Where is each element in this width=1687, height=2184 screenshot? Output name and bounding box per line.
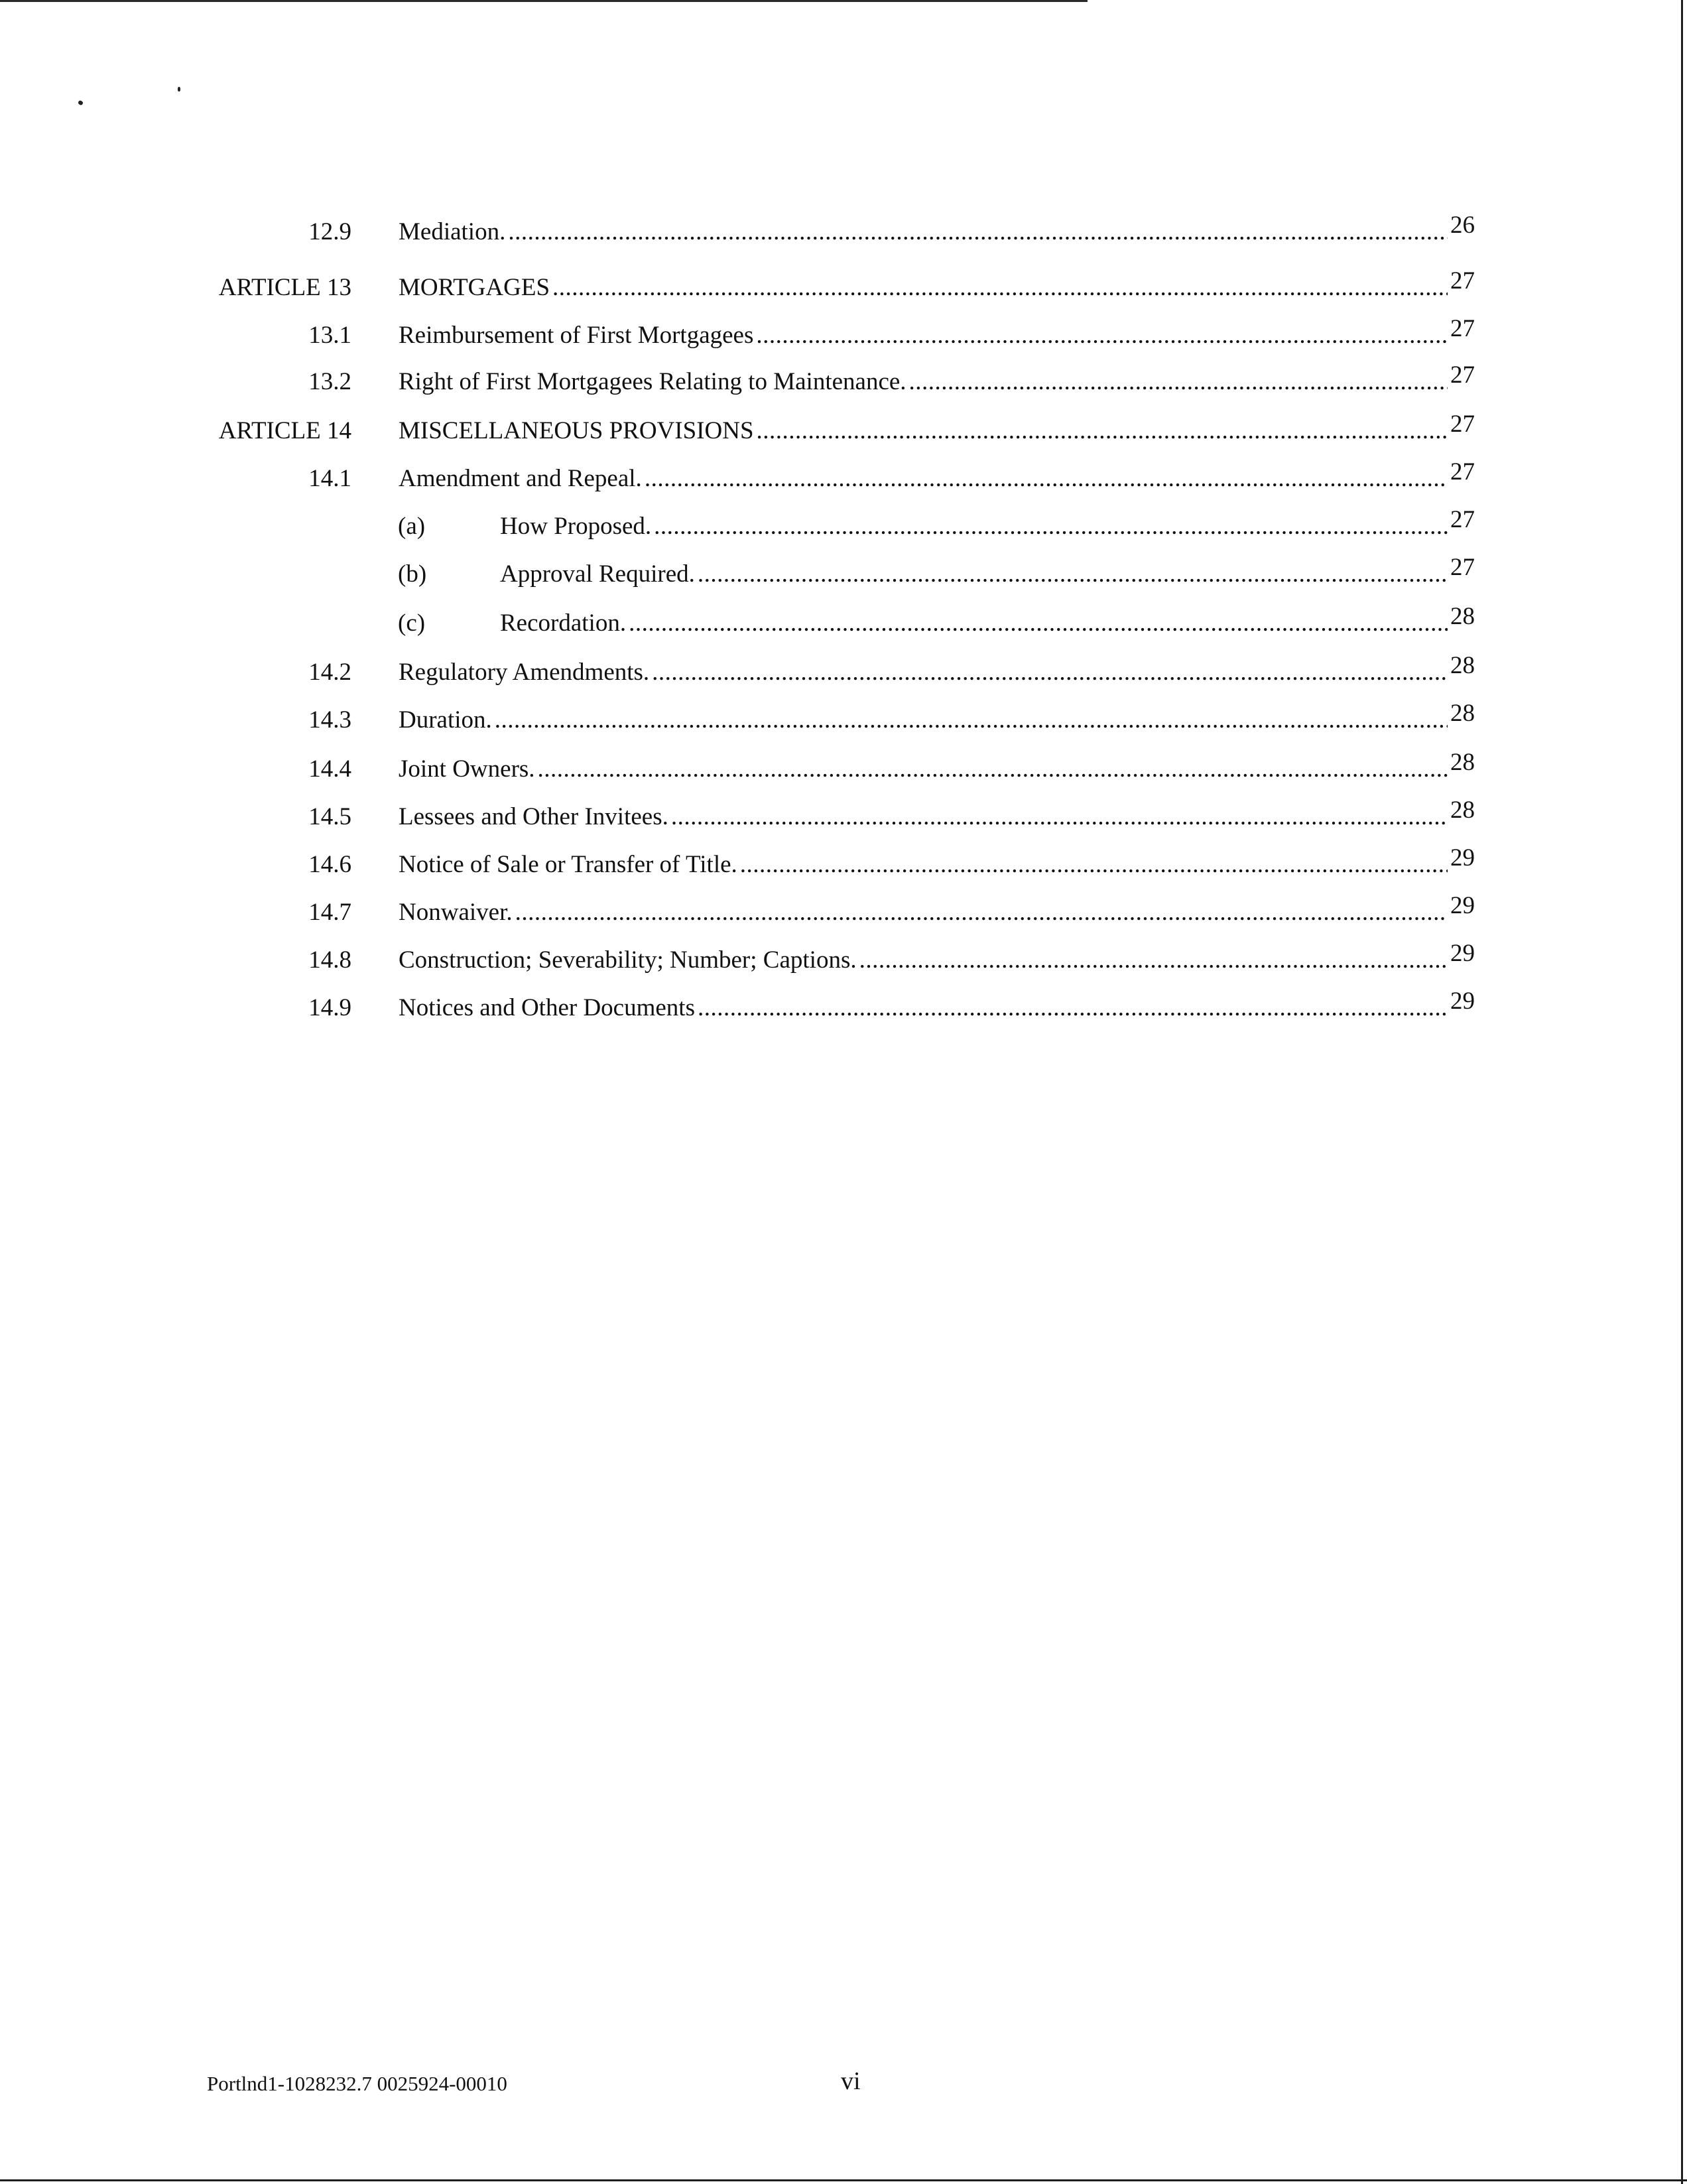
toc-entry-number: 13.2 bbox=[308, 368, 351, 395]
toc-entry-title: Construction; Severability; Number; Captions. bbox=[399, 946, 857, 974]
toc-entry-line bbox=[399, 797, 1475, 837]
toc-entry-title: Approval Required. bbox=[500, 560, 695, 588]
toc-entry-page: 28 bbox=[1450, 604, 1475, 630]
toc-entry-line bbox=[399, 411, 1475, 451]
toc-entry-title: MORTGAGES bbox=[399, 274, 550, 301]
toc-entry-title: Nonwaiver. bbox=[399, 899, 513, 926]
toc-entry-line bbox=[399, 893, 1475, 932]
dot-leader bbox=[671, 797, 1448, 837]
toc-entry-number: ARTICLE 14 bbox=[218, 417, 351, 444]
dot-leader bbox=[909, 362, 1448, 402]
dot-leader bbox=[652, 653, 1448, 692]
toc-entry-line bbox=[399, 653, 1475, 692]
dot-leader bbox=[515, 893, 1448, 932]
toc-entry-title: Mediation. bbox=[399, 218, 506, 245]
dot-leader bbox=[757, 411, 1448, 451]
toc-entry-line bbox=[399, 212, 1475, 252]
toc-entry-page: 27 bbox=[1450, 554, 1475, 581]
toc-entry bbox=[0, 316, 1687, 355]
toc-entry bbox=[0, 988, 1687, 1028]
toc-entry bbox=[0, 845, 1687, 885]
scan-edge-bottom bbox=[0, 2179, 1687, 2181]
toc-entry-number: 14.2 bbox=[308, 659, 351, 686]
toc-entry-line bbox=[399, 988, 1475, 1028]
toc-entry-page: 27 bbox=[1450, 507, 1475, 533]
toc-entry-title: Regulatory Amendments. bbox=[399, 659, 650, 686]
dot-leader bbox=[538, 749, 1448, 789]
toc-entry-number: 14.6 bbox=[308, 851, 351, 878]
dot-leader bbox=[508, 212, 1448, 252]
toc-entry-page: 27 bbox=[1450, 362, 1475, 389]
toc-entry-title: Reimbursement of First Mortgagees bbox=[399, 322, 754, 349]
toc-entry-number: 12.9 bbox=[308, 218, 351, 245]
toc-entry-title: Lessees and Other Invitees. bbox=[399, 803, 668, 830]
toc-entry-title: Duration. bbox=[399, 706, 492, 734]
toc-entry-line bbox=[399, 316, 1475, 355]
toc-entry-page: 27 bbox=[1450, 411, 1475, 438]
footer-document-id: Portlnd1-1028232.7 0025924-00010 bbox=[207, 2072, 507, 2095]
toc-entry-line bbox=[399, 268, 1475, 308]
toc-entry-page: 27 bbox=[1450, 316, 1475, 342]
toc-entry bbox=[0, 749, 1687, 789]
dot-leader bbox=[859, 940, 1448, 980]
toc-entry-sublabel: (c) bbox=[398, 610, 426, 637]
toc-entry-number: 14.1 bbox=[308, 465, 351, 492]
toc-entry-page: 28 bbox=[1450, 700, 1475, 727]
toc-entry bbox=[0, 893, 1687, 932]
toc-entry-title: Right of First Mortgagees Relating to Maintenance. bbox=[399, 368, 906, 395]
toc-entry-page: 29 bbox=[1450, 940, 1475, 967]
toc-entry-line bbox=[399, 845, 1475, 885]
scan-edge-top bbox=[0, 0, 1088, 2]
toc-entry bbox=[0, 268, 1687, 308]
toc-entry bbox=[0, 700, 1687, 740]
toc-entry-line bbox=[399, 459, 1475, 499]
toc-entry-number: 13.1 bbox=[308, 322, 351, 349]
dot-leader bbox=[654, 507, 1448, 546]
toc-entry-line bbox=[399, 700, 1475, 740]
dot-leader bbox=[756, 316, 1448, 355]
toc-entry bbox=[0, 940, 1687, 980]
toc-entry-title: Notice of Sale or Transfer of Title. bbox=[399, 851, 737, 878]
toc-entry-page: 28 bbox=[1450, 797, 1475, 824]
toc-entry-title: MISCELLANEOUS PROVISIONS bbox=[399, 417, 754, 444]
toc-entry-title: Recordation. bbox=[500, 610, 627, 637]
dot-leader bbox=[740, 845, 1448, 885]
toc-entry-title: How Proposed. bbox=[500, 513, 652, 540]
toc-entry bbox=[0, 411, 1687, 451]
dot-leader bbox=[495, 700, 1448, 740]
toc-entry-line bbox=[500, 507, 1475, 546]
toc-entry bbox=[0, 554, 1687, 594]
toc-entry bbox=[0, 797, 1687, 837]
toc-entry-number: 14.7 bbox=[308, 899, 351, 926]
toc-entry-number: 14.5 bbox=[308, 803, 351, 830]
toc-entry-sublabel: (a) bbox=[398, 513, 426, 540]
toc-entry bbox=[0, 507, 1687, 546]
toc-entry-title: Notices and Other Documents bbox=[399, 994, 695, 1021]
toc-entry-title: Joint Owners. bbox=[399, 755, 535, 783]
toc-entry-number: 14.4 bbox=[308, 755, 351, 783]
toc-entry-page: 28 bbox=[1450, 749, 1475, 776]
toc-entry-line bbox=[399, 362, 1475, 402]
toc-entry bbox=[0, 362, 1687, 402]
scan-speck bbox=[78, 100, 84, 106]
dot-leader bbox=[645, 459, 1448, 499]
dot-leader bbox=[552, 268, 1448, 308]
dot-leader bbox=[698, 988, 1448, 1028]
toc-entry-number: 14.9 bbox=[308, 994, 351, 1021]
toc-entry-number: 14.8 bbox=[308, 946, 351, 974]
toc-entry-line bbox=[500, 604, 1475, 643]
toc-entry-page: 27 bbox=[1450, 459, 1475, 485]
toc-entry-line bbox=[500, 554, 1475, 594]
toc-entry-page: 26 bbox=[1450, 212, 1475, 239]
dot-leader bbox=[629, 604, 1448, 643]
toc-entry bbox=[0, 212, 1687, 252]
toc-entry bbox=[0, 653, 1687, 692]
toc-entry-number: ARTICLE 13 bbox=[218, 274, 351, 301]
toc-entry-page: 29 bbox=[1450, 893, 1475, 919]
toc-entry-sublabel: (b) bbox=[398, 560, 427, 588]
toc-entry bbox=[0, 604, 1687, 643]
toc-entry bbox=[0, 459, 1687, 499]
toc-entry-page: 29 bbox=[1450, 988, 1475, 1015]
toc-entry-page: 27 bbox=[1450, 268, 1475, 294]
toc-entry-page: 28 bbox=[1450, 653, 1475, 679]
toc-entry-line bbox=[399, 749, 1475, 789]
footer-page-number: vi bbox=[841, 2067, 861, 2095]
toc-entry-line bbox=[399, 940, 1475, 980]
toc-entry-page: 29 bbox=[1450, 845, 1475, 871]
scan-speck bbox=[178, 87, 180, 92]
toc-entry-number: 14.3 bbox=[308, 706, 351, 734]
toc-entry-title: Amendment and Repeal. bbox=[399, 465, 642, 492]
dot-leader bbox=[698, 554, 1448, 594]
